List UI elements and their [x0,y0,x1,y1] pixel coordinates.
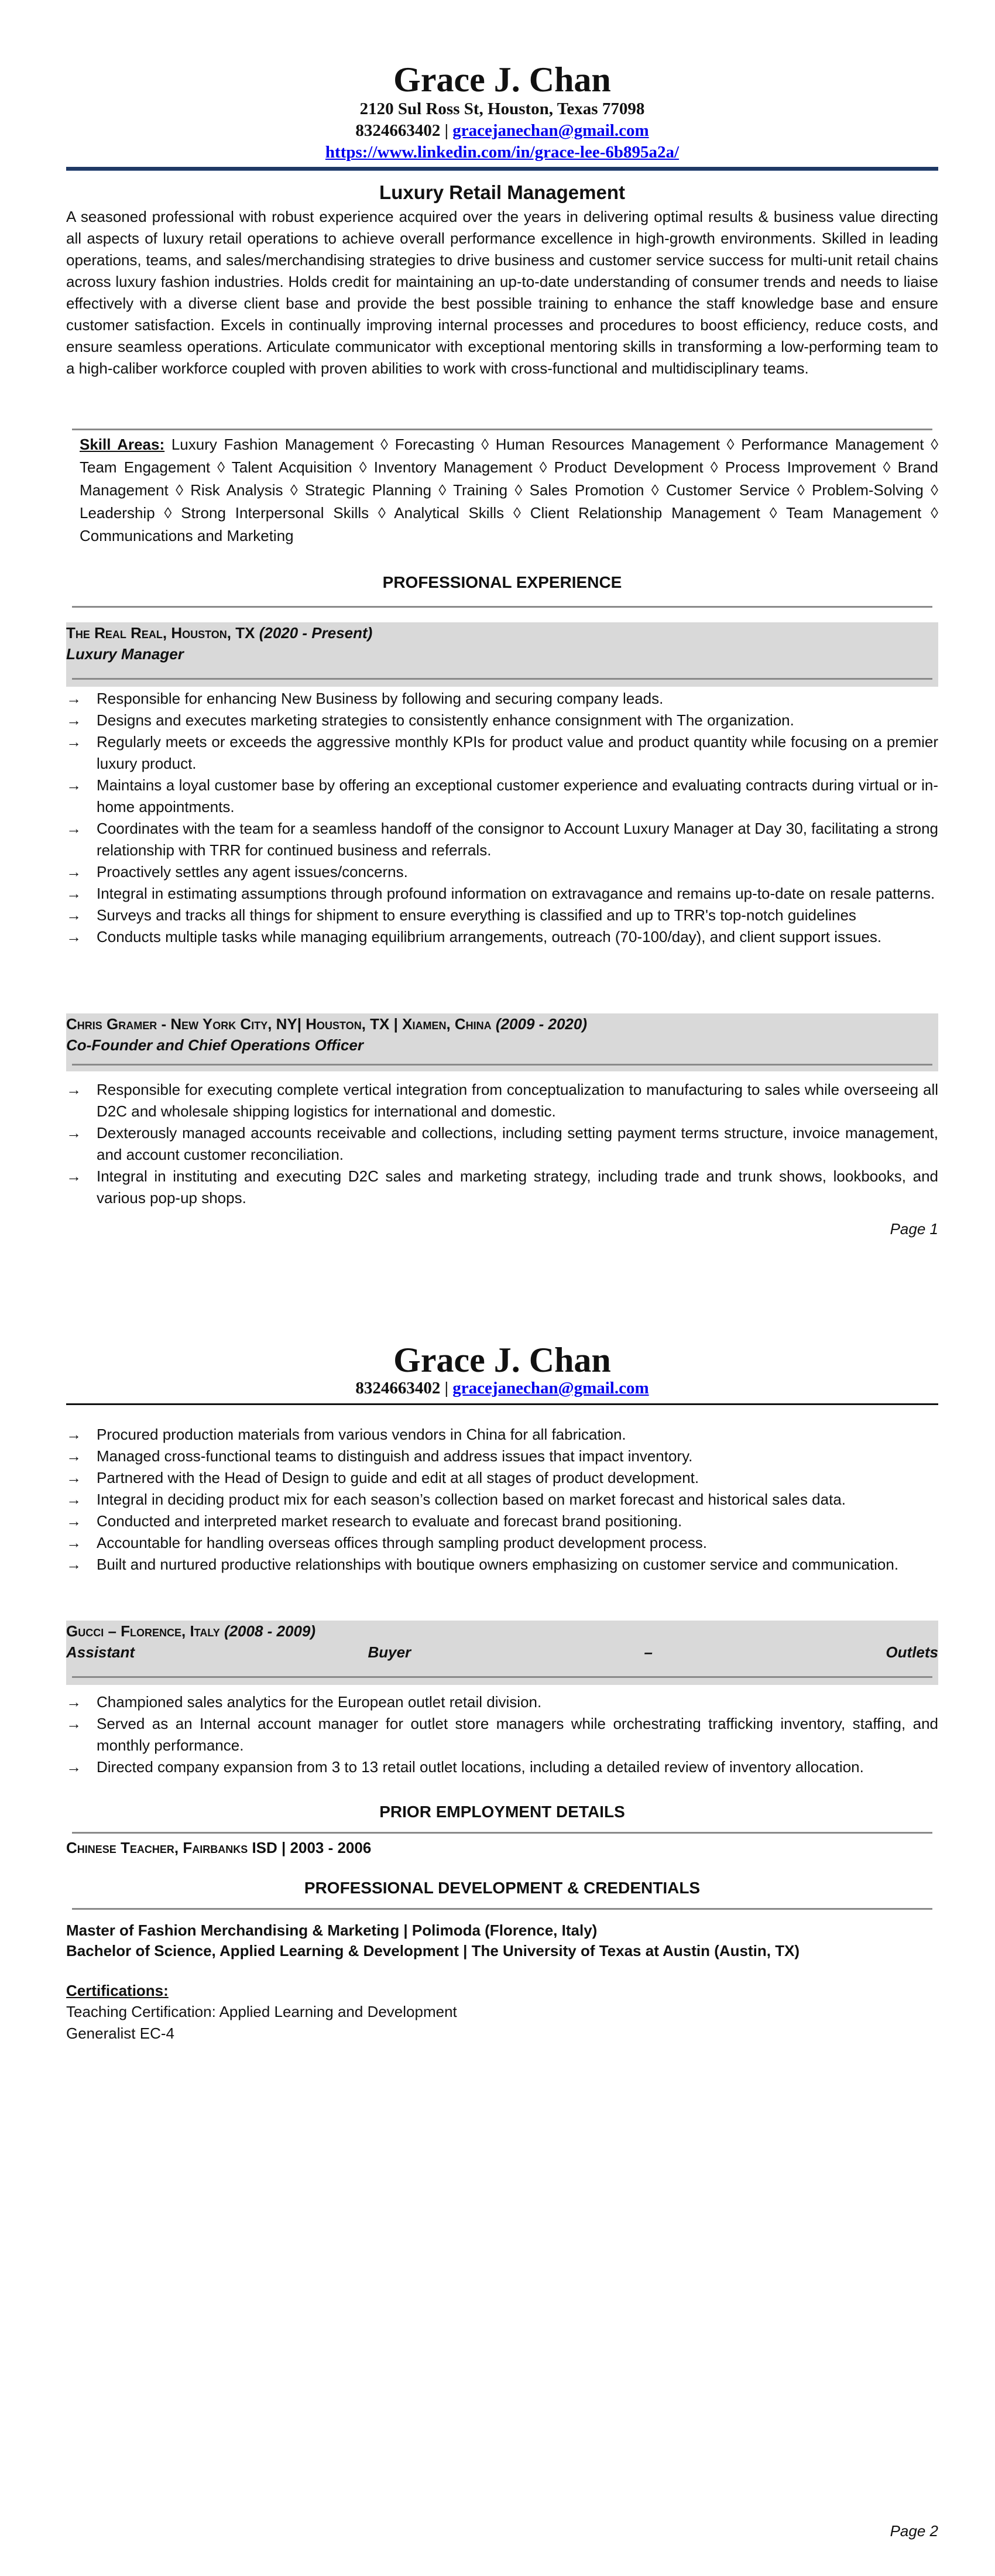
diamond-separator-icon: ◊ [481,436,489,453]
skill-item: Analytical Skills [394,504,505,522]
arrow-icon: → [66,1167,81,1185]
bullet-text: Partnered with the Head of Design to guide and edit at all stages of product development. [97,1469,699,1486]
job-company [66,622,938,643]
diamond-separator-icon: ◊ [710,458,718,476]
skill-item: Brand Management [80,458,938,499]
diamond-separator-icon: ◊ [931,481,938,499]
certifications-label: Certifications: [66,1982,169,1999]
bullet-item [66,775,938,818]
bullet-item [66,883,938,905]
separator: | [440,1379,453,1397]
diamond-separator-icon: ◊ [290,481,298,499]
bullet-item [66,710,938,731]
phone: 8324663402 [355,1379,441,1397]
job-header [66,622,938,687]
diamond-separator-icon: ◊ [931,436,939,453]
arrow-icon: → [66,1715,81,1732]
job-title: Assistant Buyer – Outlets [66,1643,938,1661]
bullet-text: Conducted and interpreted market research to evaluate and forecast brand positioning. [97,1512,682,1530]
job-bullets [66,688,938,948]
header-rule [66,167,938,171]
skill-item: Leadership [80,504,155,522]
arrow-icon: → [66,1447,81,1465]
arrow-icon: → [66,885,81,902]
arrow-icon: → [66,1491,81,1508]
bullet-text: Responsible for executing complete vertical integration from conceptualization to manufacturing to sales while overseeing all D2C and wholesale shipping logistics for international and domestic. [97,1081,938,1120]
divider [72,1908,932,1910]
skill-item: Human Resources Management [495,436,720,453]
bullet-item [66,1122,938,1166]
skill-item: Team Engagement [80,458,211,476]
skill-item: Talent Acquisition [231,458,352,476]
arrow-icon: → [66,906,81,924]
divider [72,678,932,680]
diamond-separator-icon: ◊ [769,504,777,522]
bullet-item [66,1079,938,1122]
job-dates: (2020 - Present) [259,624,373,642]
bullet-item [66,905,938,926]
job-bullets [66,1424,938,1575]
bullet-item [66,1756,938,1778]
diamond-separator-icon: ◊ [164,504,172,522]
arrow-icon: → [66,1693,81,1711]
bullet-text: Procured production materials from various vendors in China for all fabrication. [97,1426,626,1443]
arrow-icon: → [66,776,81,794]
job-company [66,1621,938,1642]
degree: Bachelor of Science, Applied Learning & Development | The University of Texas at Austin (Austin, TX) [66,1942,800,1960]
job-header [66,1621,938,1685]
summary-text: A seasoned professional with robust experience acquired over the years in delivering optimal results & business value directing all aspects of luxury retail operations to achieve overall performance excellence in high-growth environments. Skilled in leading operations, teams, and sales/merchandising strategies to drive business and customer service success for multi-unit retail chains across luxury fashion industries. Holds credit for maintaining an up-to-date understanding of consumer trends and needs to liaise effectively with a diverse client base and provide the best possible training to enhance the staff knowledge base and ensure customer satisfaction. Excels in continually improving internal processes and procedures to boost efficiency, reduce costs, and ensure seamless operations. Articulate communicator with exceptional mentoring skills in transforming a low-performing team to a high-caliber workforce coupled with proven abilities to work with cross-functional and multidisciplinary teams. [66,208,938,377]
bullet-item [66,861,938,883]
contact-line [66,1378,938,1399]
certification: Teaching Certification: Applied Learning and Development [66,2003,457,2020]
arrow-icon: → [66,690,81,707]
diamond-separator-icon: ◊ [797,481,805,499]
arrow-icon: → [66,711,81,729]
skill-item: Sales Promotion [529,481,644,499]
linkedin-link[interactable]: https://www.linkedin.com/in/grace-lee-6b895a2a/ [325,143,680,162]
candidate-name: Grace J. Chan [393,1341,611,1379]
skills-list [80,436,938,544]
skill-item: Strategic Planning [304,481,432,499]
bullet-item [66,1467,938,1489]
arrow-icon: → [66,1426,81,1443]
arrow-icon: → [66,928,81,946]
diamond-separator-icon: ◊ [176,481,183,499]
arrow-icon: → [66,863,81,881]
job-bullets [66,1079,938,1209]
bullet-item [66,1510,938,1532]
bullet-item [66,1166,938,1209]
bullet-text: Managed cross-functional teams to distinguish and address issues that impact inventory. [97,1447,693,1465]
diamond-separator-icon: ◊ [539,458,547,476]
arrow-icon: → [66,1556,81,1573]
bullet-text: Built and nurtured productive relationships with boutique owners emphasizing on customer service and communication. [97,1556,899,1573]
diamond-separator-icon: ◊ [931,504,938,522]
arrow-icon: → [66,1124,81,1142]
arrow-icon: → [66,1081,81,1098]
bullet-text: Maintains a loyal customer base by offering an exceptional customer experience and evaluating contracts during virtual or in-home appointments. [97,776,938,816]
job-dates: (2008 - 2009) [224,1622,316,1640]
bullet-item [66,1489,938,1510]
skill-item: Training [453,481,508,499]
arrow-icon: → [66,1469,81,1486]
bullet-item [66,818,938,861]
diamond-separator-icon: ◊ [651,481,659,499]
skill-item: Risk Analysis [190,481,283,499]
arrow-icon: → [66,733,81,751]
divider [72,429,932,430]
bullet-text: Responsible for enhancing New Business by following and securing company leads. [97,690,664,707]
page-number: Page 2 [890,2522,938,2540]
header-rule [66,1403,938,1405]
bullet-item [66,1554,938,1575]
skill-item: Performance Management [741,436,924,453]
contact-line [66,120,938,142]
bullet-text: Integral in instituting and executing D2C sales and marketing strategy, including trade and trunk shows, lookbooks, and various pop-up shops. [97,1167,938,1207]
bullet-item [66,1713,938,1756]
bullet-text: Conducts multiple tasks while managing equilibrium arrangements, outreach (70-100/day), and client support issues. [97,928,882,946]
divider [72,1064,932,1066]
company-name: The Real Real, Houston, TX [66,624,255,642]
diamond-separator-icon: ◊ [513,504,521,522]
diamond-separator-icon: ◊ [726,436,735,453]
skill-item: Inventory Management [373,458,533,476]
bullet-item [66,926,938,948]
job-header [66,1013,938,1071]
skill-item: Communications and Marketing [80,527,294,544]
skill-item: Client Relationship Management [530,504,760,522]
address: 2120 Sul Ross St, Houston, Texas 77098 [359,100,645,118]
phone: 8324663402 [355,121,441,140]
divider [72,1832,932,1834]
diamond-separator-icon: ◊ [380,436,389,453]
job-bullets [66,1691,938,1778]
job-title: Co-Founder and Chief Operations Officer [66,1036,364,1054]
divider [72,1676,932,1678]
section-title-experience: PROFESSIONAL EXPERIENCE [382,573,622,591]
bullet-text: Surveys and tracks all things for shipment to ensure everything is classified and up to TRR's top-notch guidelines [97,906,856,924]
bullet-text: Dexterously managed accounts receivable and collections, including setting payment terms structure, invoice management, and account customer reconciliation. [97,1124,938,1163]
certification: Generalist EC-4 [66,2025,174,2042]
diamond-separator-icon: ◊ [359,458,367,476]
linkedin-line [66,142,938,163]
skill-item: Process Improvement [725,458,876,476]
bullet-item [66,1445,938,1467]
job-dates: (2009 - 2020) [495,1015,588,1033]
skill-item: Product Development [554,458,704,476]
degree: Master of Fashion Merchandising & Marketing | Polimoda (Florence, Italy) [66,1921,598,1939]
arrow-icon: → [66,820,81,837]
diamond-separator-icon: ◊ [438,481,447,499]
bullet-text: Integral in deciding product mix for each season’s collection based on market forecast and historical sales data. [97,1491,846,1508]
bullet-item [66,731,938,775]
bullet-item [66,1532,938,1554]
bullet-text: Coordinates with the team for a seamless handoff of the consignor to Account Luxury Manager at Day 30, facilitating a strong relationship with TRR for continued business and referrals. [97,820,938,859]
arrow-icon: → [66,1534,81,1551]
prior-entry: Chinese Teacher, Fairbanks ISD | 2003 - 2006 [66,1839,372,1856]
section-title-prior: PRIOR EMPLOYMENT DETAILS [379,1803,625,1821]
arrow-icon: → [66,1758,81,1776]
skill-item: Customer Service [665,481,790,499]
skill-areas-label: Skill Areas: [80,436,165,453]
company-name: Gucci – Florence, Italy [66,1622,220,1640]
summary-title: Luxury Retail Management [379,181,625,203]
bullet-text: Served as an Internal account manager for outlet store managers while orchestrating trafficking inventory, staffing, and monthly performance. [97,1715,938,1754]
email-link[interactable]: gracejanechan@gmail.com [452,121,649,140]
diamond-separator-icon: ◊ [217,458,225,476]
bullet-text: Championed sales analytics for the European outlet retail division. [97,1693,542,1711]
bullet-text: Directed company expansion from 3 to 13 retail outlet locations, including a detailed review of inventory allocation. [97,1758,864,1776]
divider [72,606,932,608]
candidate-name: Grace J. Chan [393,60,611,99]
bullet-text: Integral in estimating assumptions through profound information on extravagance and remains up-to-date on resale patterns. [97,885,935,902]
skill-areas [80,433,938,547]
skill-item: Forecasting [394,436,475,453]
bullet-text: Regularly meets or exceeds the aggressive monthly KPIs for product value and product quantity while focusing on a premier luxury product. [97,733,938,772]
diamond-separator-icon: ◊ [378,504,386,522]
diamond-separator-icon: ◊ [883,458,891,476]
bullet-item [66,1424,938,1445]
email-link[interactable]: gracejanechan@gmail.com [452,1379,649,1397]
bullet-text: Proactively settles any agent issues/concerns. [97,863,408,881]
job-company [66,1013,938,1034]
section-title-credentials: PROFESSIONAL DEVELOPMENT & CREDENTIALS [304,1879,701,1897]
skill-item: Luxury Fashion Management [171,436,374,453]
separator: | [440,121,453,140]
bullet-text: Accountable for handling overseas offices through sampling product development process. [97,1534,708,1551]
company-name: Chris Gramer - New York City, NY| Houston, TX | Xiamen, China [66,1015,492,1033]
bullet-item [66,1691,938,1713]
arrow-icon: → [66,1512,81,1530]
skill-item: Problem-Solving [812,481,924,499]
bullet-item [66,688,938,710]
skill-item: Team Management [786,504,922,522]
page-number: Page 1 [890,1220,938,1238]
bullet-text: Designs and executes marketing strategies to consistently enhance consignment with The organization. [97,711,794,729]
skill-item: Strong Interpersonal Skills [181,504,369,522]
diamond-separator-icon: ◊ [514,481,523,499]
job-title: Luxury Manager [66,645,184,663]
